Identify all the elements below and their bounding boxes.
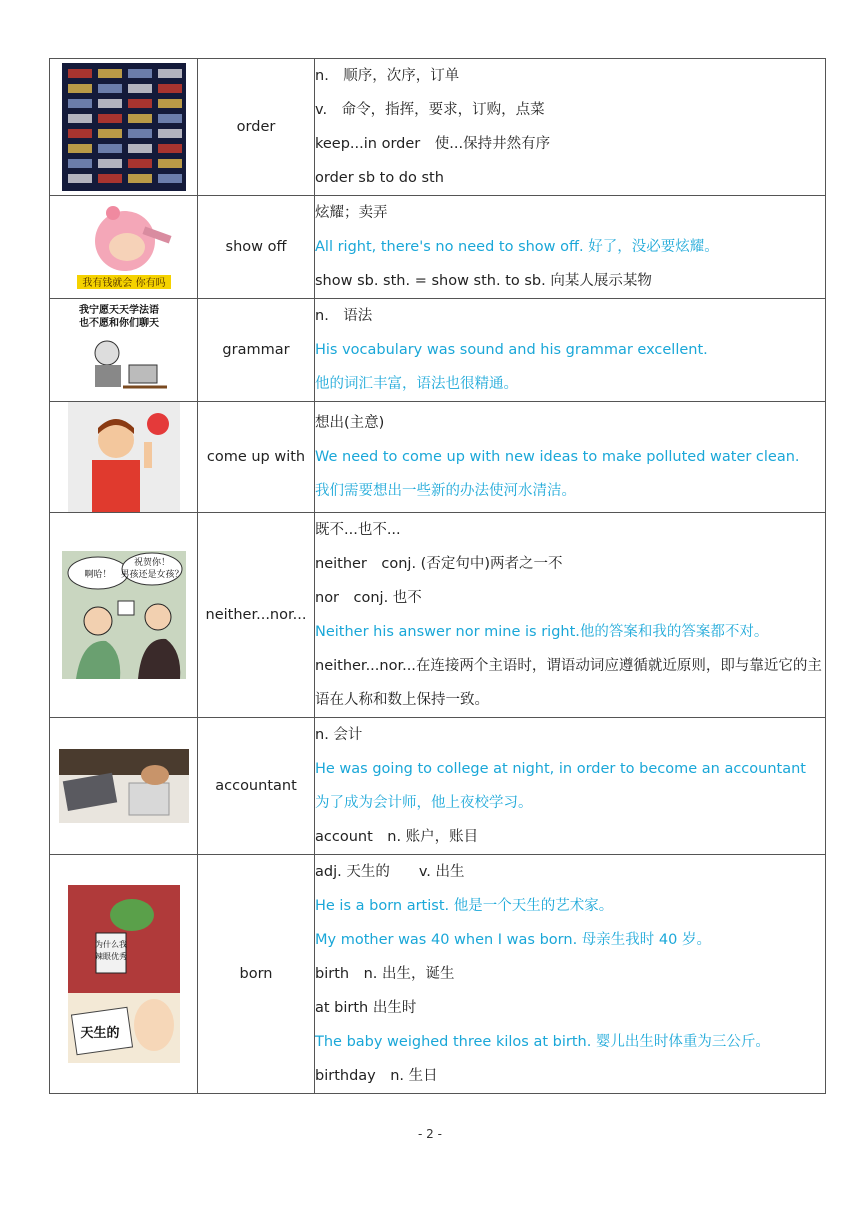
definition-line: order sb to do sth xyxy=(315,170,444,186)
illustration-cell xyxy=(50,59,198,196)
definition-line: birth n. 出生，诞生 xyxy=(315,966,455,982)
vocabulary-sheet xyxy=(49,58,826,1094)
vocabulary-table xyxy=(49,58,826,1094)
grammar-meme-illustration xyxy=(77,303,171,397)
vocab-word: neither...nor... xyxy=(198,513,315,718)
meme-caption-line: 也不愿和你们聊天 xyxy=(78,318,159,329)
definition-line: n. 顺序，次序，订单 xyxy=(315,68,460,84)
illustration-cell xyxy=(50,299,198,402)
illustration-cell xyxy=(50,718,198,855)
definition-cell xyxy=(315,855,826,1094)
example-sentence: The baby weighed three kilos at birth. 婴儿出生时体重为三公斤。 xyxy=(315,1034,770,1050)
definition-line: account n. 账户，账目 xyxy=(315,829,479,845)
vocab-word: accountant xyxy=(198,718,315,855)
definition-line: at birth 出生时 xyxy=(315,1000,417,1016)
example-sentence: 我们需要想出一些新的办法使河水清洁。 xyxy=(315,483,576,499)
vocab-row xyxy=(50,855,826,1094)
vocab-row xyxy=(50,718,826,855)
example-sentence: My mother was 40 when I was born. 母亲生我时 40 岁。 xyxy=(315,932,711,948)
definition-cell xyxy=(315,513,826,718)
vocab-word: order xyxy=(198,59,315,196)
illustration-cell xyxy=(50,855,198,1094)
speech-bubble-text: 啊哈！ xyxy=(83,570,112,580)
definition-line: neither conj. (否定句中)两者之一不 xyxy=(315,556,563,572)
definition-line: adj. 天生的 v. 出生 xyxy=(315,864,465,880)
vocab-row xyxy=(50,196,826,299)
example-sentence: He was going to college at night, in order to become an accountant xyxy=(315,761,806,777)
book-cover-text: 为什么我 xyxy=(94,940,127,949)
vocab-row xyxy=(50,59,826,196)
meme-caption: 我有钱就会 你有吗 xyxy=(81,278,166,289)
book-cover-text: 天生的 xyxy=(79,1026,120,1041)
definition-cell xyxy=(315,299,826,402)
definition-line: neither...nor...在连接两个主语时，谓语动词应遵循就近原则，即与靠近它的主语在人称和数上保持一致。 xyxy=(315,658,822,708)
example-sentence: 为了成为会计师，他上夜校学习。 xyxy=(315,795,533,811)
definition-cell xyxy=(315,196,826,299)
definition-line: n. 语法 xyxy=(315,308,373,324)
accountant-photo-illustration xyxy=(59,749,189,823)
example-sentence: He is a born artist. 他是一个天生的艺术家。 xyxy=(315,898,614,914)
vocab-word: show off xyxy=(198,196,315,299)
example-sentence: 他的词汇丰富，语法也很精通。 xyxy=(315,376,518,392)
vocab-word: born xyxy=(198,855,315,1094)
definition-line: 炫耀；卖弄 xyxy=(315,205,388,221)
marvel-posters-illustration xyxy=(62,63,186,191)
definition-line: nor conj. 也不 xyxy=(315,590,422,606)
definition-cell xyxy=(315,402,826,513)
vocab-word: come up with xyxy=(198,402,315,513)
show-off-meme-illustration xyxy=(73,201,175,293)
meme-caption-line: 我宁愿天天学法语 xyxy=(78,305,159,316)
frog-meme-illustration xyxy=(68,885,180,1063)
speech-bubble-text: 男孩还是女孩？ xyxy=(119,570,184,580)
definition-cell xyxy=(315,59,826,196)
example-sentence: All right, there's no need to show off. 好了，没必要炫耀。 xyxy=(315,239,719,255)
illustration-cell xyxy=(50,513,198,718)
definition-line: v. 命令，指挥，要求，订购，点菜 xyxy=(315,102,545,118)
definition-line: 既不...也不... xyxy=(315,522,401,538)
example-sentence: We need to come up with new ideas to make polluted water clean. xyxy=(315,449,800,465)
definition-line: 想出(主意) xyxy=(315,415,385,431)
definition-line: n. 会计 xyxy=(315,727,363,743)
definition-line: birthday n. 生日 xyxy=(315,1068,438,1084)
illustration-cell xyxy=(50,196,198,299)
book-cover-text: 辣眼优秀 xyxy=(94,952,127,961)
vocab-word: grammar xyxy=(198,299,315,402)
example-sentence: Neither his answer nor mine is right.他的答案和我的答案都不对。 xyxy=(315,624,769,640)
illustration-cell xyxy=(50,402,198,513)
vocab-row xyxy=(50,402,826,513)
vocab-row xyxy=(50,513,826,718)
family-cartoon-illustration xyxy=(62,551,186,679)
definition-cell xyxy=(315,718,826,855)
definition-line: keep...in order 使...保持井然有序 xyxy=(315,136,551,152)
vocab-row xyxy=(50,299,826,402)
example-sentence: His vocabulary was sound and his grammar excellent. xyxy=(315,342,708,358)
definition-line: show sb. sth. = show sth. to sb. 向某人展示某物 xyxy=(315,273,652,289)
speech-bubble-text: 祝贺你！ xyxy=(133,558,170,568)
page-number: - 2 - xyxy=(418,1127,442,1141)
idea-man-illustration xyxy=(68,402,180,512)
